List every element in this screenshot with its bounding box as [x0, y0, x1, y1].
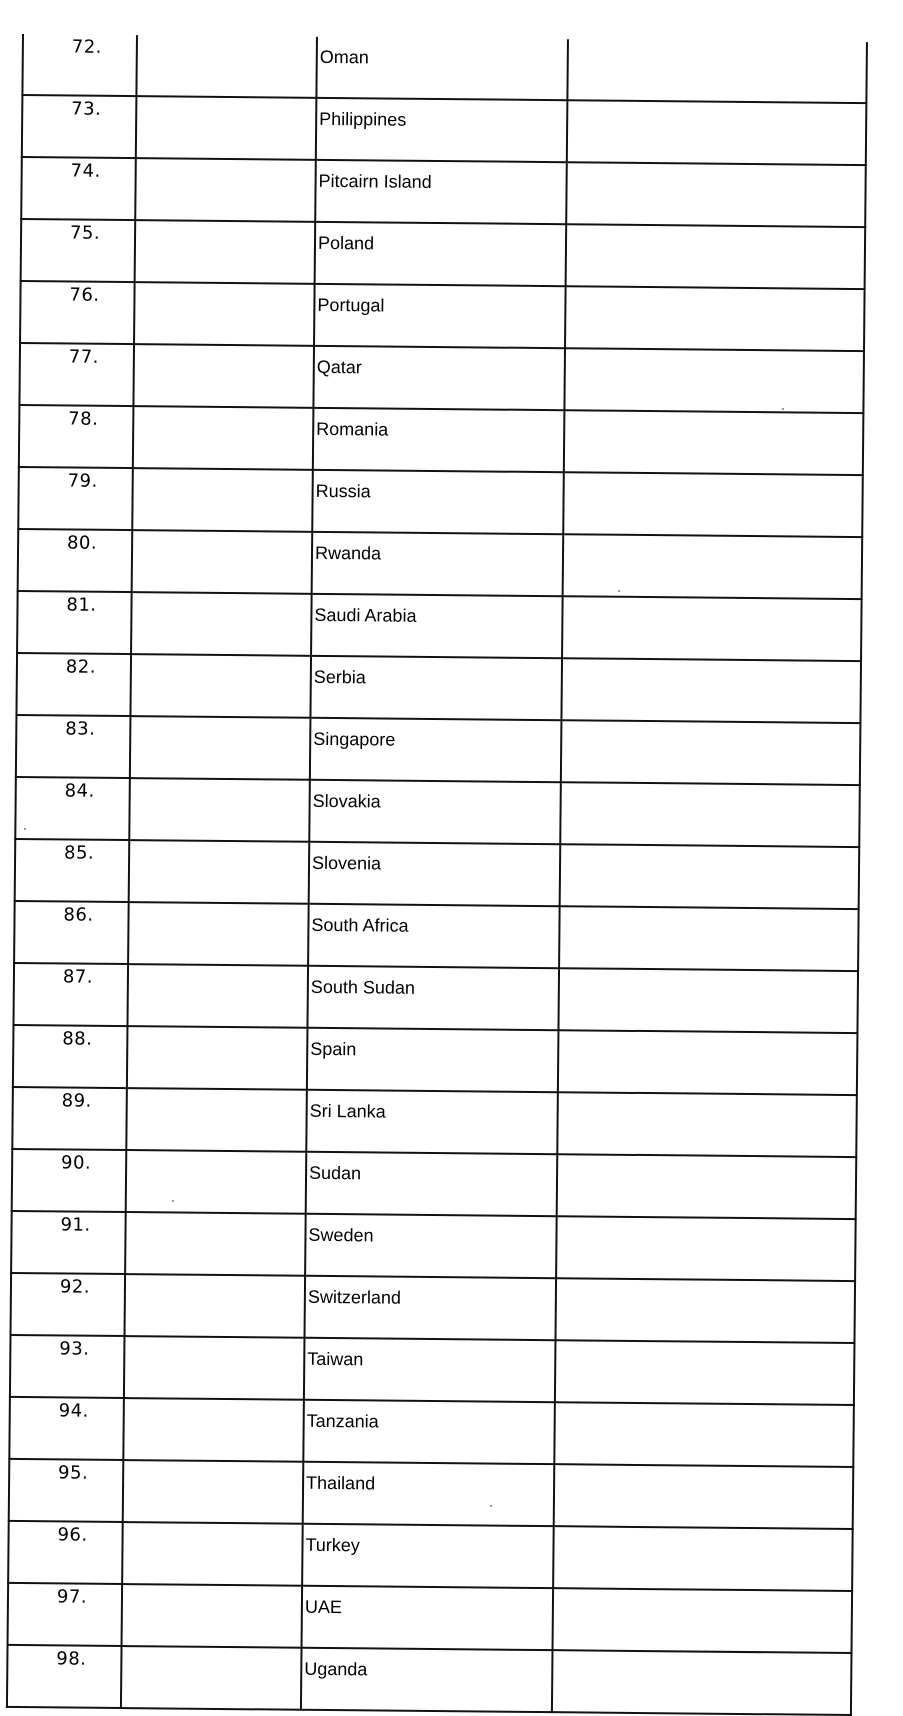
remarks-cell — [555, 1278, 855, 1343]
blank-cell — [130, 654, 311, 718]
remarks-cell — [560, 844, 860, 909]
country-name-cell: South Africa — [308, 904, 560, 968]
table-row — [22, 34, 867, 103]
blank-cell — [136, 35, 317, 98]
blank-cell — [128, 902, 309, 966]
remarks-cell — [556, 1216, 856, 1281]
remarks-cell — [564, 410, 864, 475]
row-number-cell: 88. — [13, 1025, 128, 1088]
blank-cell — [131, 592, 312, 656]
table-row — [19, 405, 864, 475]
blank-cell — [123, 1398, 304, 1462]
row-number-cell: 80. — [18, 529, 133, 592]
blank-cell — [122, 1584, 303, 1648]
remarks-cell — [557, 1092, 857, 1157]
blank-cell — [125, 1212, 306, 1276]
scan-speck — [618, 590, 620, 592]
table-row — [10, 1335, 855, 1405]
table-row — [11, 1211, 856, 1281]
remarks-cell — [564, 348, 864, 413]
blank-cell — [133, 406, 314, 470]
row-number-cell: 93. — [10, 1335, 125, 1398]
table-row — [21, 219, 866, 289]
country-name-cell: Saudi Arabia — [311, 594, 563, 658]
blank-cell — [126, 1150, 307, 1214]
blank-cell — [129, 840, 310, 904]
country-name-cell: South Sudan — [307, 966, 559, 1030]
country-name-cell: Slovenia — [309, 842, 561, 906]
country-table-container — [6, 34, 868, 1716]
table-row — [15, 839, 860, 909]
remarks-cell — [553, 1588, 853, 1653]
row-number-cell: 90. — [12, 1149, 127, 1212]
table-row — [11, 1273, 856, 1343]
row-number-cell: 92. — [11, 1273, 126, 1336]
row-number-cell: 74. — [21, 157, 136, 220]
row-number-cell: 77. — [19, 343, 134, 406]
country-name-cell: Uganda — [301, 1648, 553, 1712]
remarks-cell — [566, 162, 866, 227]
scan-speck — [782, 408, 784, 410]
row-number-cell: 94. — [9, 1397, 124, 1460]
row-number-cell: 73. — [22, 95, 137, 158]
table-row — [22, 95, 867, 165]
scan-speck — [24, 828, 26, 830]
blank-cell — [134, 282, 315, 346]
blank-cell — [126, 1088, 307, 1152]
remarks-cell — [560, 782, 860, 847]
blank-cell — [121, 1646, 302, 1710]
table-row — [9, 1397, 854, 1467]
blank-cell — [127, 964, 308, 1028]
table-row — [18, 529, 863, 599]
remarks-cell — [554, 1464, 854, 1529]
blank-cell — [132, 468, 313, 532]
country-name-cell: Oman — [316, 37, 568, 100]
country-name-cell: Philippines — [316, 98, 568, 162]
table-row — [16, 715, 861, 785]
country-name-cell: Singapore — [310, 718, 562, 782]
remarks-cell — [565, 286, 865, 351]
blank-cell — [135, 220, 316, 284]
country-name-cell: Taiwan — [304, 1338, 556, 1402]
blank-cell — [122, 1522, 303, 1586]
row-number-cell: 76. — [20, 281, 135, 344]
remarks-cell — [552, 1650, 852, 1715]
table-row — [15, 777, 860, 847]
remarks-cell — [563, 534, 863, 599]
country-name-cell: Sri Lanka — [306, 1090, 558, 1154]
remarks-cell — [566, 224, 866, 289]
remarks-cell — [558, 968, 858, 1033]
row-number-cell: 96. — [8, 1521, 123, 1584]
remarks-cell — [555, 1340, 855, 1405]
row-number-cell: 85. — [15, 839, 130, 902]
table-row — [7, 1645, 852, 1715]
table-row — [9, 1459, 854, 1529]
country-name-cell: Pitcairn Island — [315, 160, 567, 224]
row-number-cell: 86. — [14, 901, 129, 964]
remarks-cell — [567, 100, 867, 165]
table-row — [14, 901, 859, 971]
row-number-cell: 78. — [19, 405, 134, 468]
table-row — [21, 157, 866, 227]
remarks-cell — [562, 596, 862, 661]
row-number-cell: 82. — [16, 653, 131, 716]
blank-cell — [129, 778, 310, 842]
row-number-cell: 87. — [13, 963, 128, 1026]
row-number-cell: 79. — [18, 467, 133, 530]
country-name-cell: Russia — [312, 470, 564, 534]
scan-speck — [172, 1200, 174, 1202]
remarks-cell — [559, 906, 859, 971]
row-number-cell: 98. — [7, 1645, 122, 1708]
remarks-cell — [557, 1154, 857, 1219]
row-number-cell: 81. — [17, 591, 132, 654]
remarks-cell — [561, 720, 861, 785]
remarks-cell — [567, 39, 867, 103]
table-row — [8, 1583, 853, 1653]
country-name-cell: Portugal — [314, 284, 566, 348]
country-table — [6, 34, 868, 1716]
scan-speck — [490, 1505, 492, 1507]
blank-cell — [135, 158, 316, 222]
country-name-cell: Tanzania — [303, 1400, 555, 1464]
country-name-cell: Sweden — [305, 1214, 557, 1278]
country-name-cell: Switzerland — [304, 1276, 556, 1340]
blank-cell — [130, 716, 311, 780]
row-number-cell: 83. — [16, 715, 131, 778]
row-number-cell: 89. — [12, 1087, 127, 1150]
country-name-cell: Rwanda — [312, 532, 564, 596]
country-name-cell: Serbia — [310, 656, 562, 720]
table-row — [13, 963, 858, 1033]
table-row — [18, 467, 863, 537]
blank-cell — [124, 1336, 305, 1400]
table-row — [16, 653, 861, 723]
row-number-cell: 72. — [22, 34, 137, 96]
country-name-cell: Sudan — [306, 1152, 558, 1216]
table-row — [19, 343, 864, 413]
table-row — [12, 1087, 857, 1157]
table-body — [7, 34, 867, 1715]
country-name-cell: Turkey — [302, 1524, 554, 1588]
row-number-cell: 95. — [9, 1459, 124, 1522]
blank-cell — [127, 1026, 308, 1090]
country-name-cell: Qatar — [313, 346, 565, 410]
remarks-cell — [554, 1402, 854, 1467]
country-name-cell: Slovakia — [309, 780, 561, 844]
remarks-cell — [558, 1030, 858, 1095]
country-name-cell: Poland — [315, 222, 567, 286]
blank-cell — [136, 96, 317, 160]
table-row — [13, 1025, 858, 1095]
row-number-cell: 84. — [15, 777, 130, 840]
row-number-cell: 91. — [11, 1211, 126, 1274]
blank-cell — [123, 1460, 304, 1524]
remarks-cell — [553, 1526, 853, 1591]
table-row — [12, 1149, 857, 1219]
blank-cell — [125, 1274, 306, 1338]
row-number-cell: 75. — [21, 219, 136, 282]
row-number-cell: 97. — [8, 1583, 123, 1646]
table-row — [8, 1521, 853, 1591]
country-name-cell: UAE — [302, 1586, 554, 1650]
blank-cell — [132, 530, 313, 594]
country-name-cell: Romania — [313, 408, 565, 472]
blank-cell — [133, 344, 314, 408]
table-row — [17, 591, 862, 661]
table-row — [20, 281, 865, 351]
remarks-cell — [561, 658, 861, 723]
country-name-cell: Spain — [307, 1028, 559, 1092]
country-name-cell: Thailand — [303, 1462, 555, 1526]
remarks-cell — [563, 472, 863, 537]
